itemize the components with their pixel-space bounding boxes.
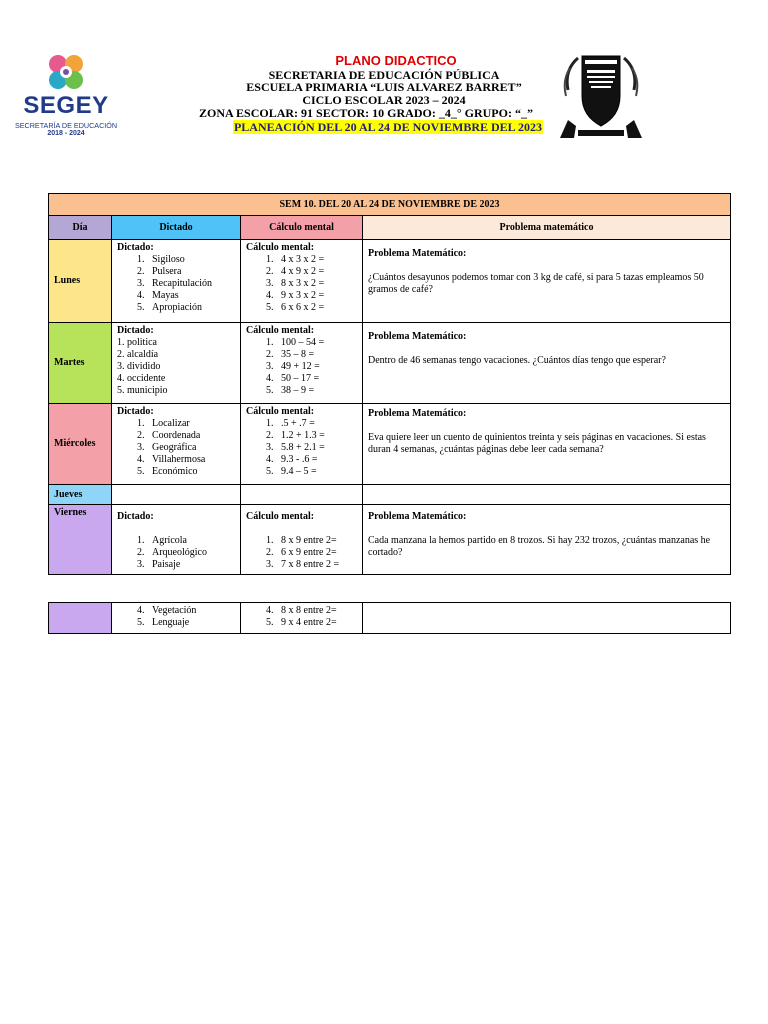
list-item: 4. 9.3 - .6 = [266, 454, 318, 465]
list-item: 2. alcaldía [117, 349, 159, 360]
continuation-table [48, 602, 731, 634]
list-item: 3. Geográfica [137, 442, 197, 453]
list-item: 3. 8 x 3 x 2 = [266, 278, 325, 289]
list-item: 1. Agrícola [137, 535, 187, 546]
list-item: 5. 38 – 9 = [266, 385, 315, 396]
problema-text: Cada manzana la hemos partido en 8 trozos. Si hay 232 trozos, ¿cuántas manzanas he cortado? [368, 535, 711, 558]
list-item: 2. 4 x 9 x 2 = [266, 266, 325, 277]
list-item: 5. 9 x 4 entre 2= [266, 617, 337, 628]
header-line-secretaria: SECRETARIA DE EDUCACIÓN PÚBLICA [268, 68, 500, 82]
day-cell-miercoles: Miércoles [49, 404, 112, 485]
problema-cell-viernes [363, 505, 731, 575]
header-line-escuela: ESCUELA PRIMARIA “LUIS ALVAREZ BARRET” [246, 80, 522, 94]
list-item: 5. 9.4 – 5 = [266, 466, 317, 477]
dictado-cell-jueves [112, 485, 241, 505]
list-item: 1. 8 x 9 entre 2= [266, 535, 337, 546]
list-item: 3. Recapitulación [137, 278, 212, 289]
day-cell-continuation [49, 603, 112, 634]
header-line-planeacion: PLANEACIÓN DEL 20 AL 24 DE NOVIEMBRE DEL 2023 [233, 120, 543, 134]
list-item: 1. Localizar [137, 418, 190, 429]
list-item: 3. 7 x 8 entre 2 = [266, 559, 340, 570]
list-item: 2. Arqueológico [137, 547, 207, 558]
header-dictado: Dictado [112, 216, 241, 240]
dictado-list [117, 254, 235, 314]
dictado-cell-miercoles [112, 404, 241, 485]
list-item: 2. 35 – 8 = [266, 349, 315, 360]
calculo-label: Cálculo mental: [246, 511, 315, 522]
list-item: 4. Mayas [137, 290, 179, 301]
problema-text: Eva quiere leer un cuento de quinientos treinta y seis páginas en vacaciones. Si estas duran 4 semanas, ¿cuántas páginas debe leer cada semana? [368, 432, 706, 455]
list-item: 3. dividido [117, 361, 161, 372]
day-cell-lunes: Lunes [49, 240, 112, 323]
problema-label: Problema Matemático: [368, 408, 467, 419]
list-item: 5. municipio [117, 385, 168, 396]
problema-label: Problema Matemático: [368, 248, 467, 259]
calculo-list [246, 535, 357, 571]
calculo-label: Cálculo mental: [246, 325, 315, 336]
dictado-label: Dictado: [117, 242, 154, 253]
dictado-cell-viernes [112, 505, 241, 575]
day-cell-viernes: Viernes [49, 505, 112, 575]
calculo-label: Cálculo mental: [246, 406, 315, 417]
table-row-lunes [49, 240, 731, 323]
day-cell-martes: Martes [49, 323, 112, 404]
table-row-martes [49, 323, 731, 404]
list-item: 4. 50 – 17 = [266, 373, 320, 384]
problema-label: Problema Matemático: [368, 331, 467, 342]
problema-text: ¿Cuántos desayunos podemos tomar con 3 kg de café, si para 5 tazas empleamos 50 gramos de café? [368, 272, 704, 295]
problema-text: Dentro de 46 semanas tengo vacaciones. ¿Cuántos días tengo que esperar? [368, 355, 666, 366]
list-item: 5. Lenguaje [137, 617, 190, 628]
dictado-cell-continuation [112, 603, 241, 634]
list-item: 1. 4 x 3 x 2 = [266, 254, 325, 265]
calculo-cell-continuation [241, 603, 363, 634]
header-row [49, 216, 731, 240]
header-line-zona: ZONA ESCOLAR: 91 SECTOR: 10 GRADO: _4_° GRUPO: “_” [199, 106, 533, 120]
calculo-list [246, 254, 357, 314]
document-title: PLANO DIDACTICO [335, 53, 457, 68]
school-crest-icon [558, 50, 644, 142]
calculo-cell-viernes [241, 505, 363, 575]
calculo-list [246, 605, 357, 629]
calculo-list [246, 337, 357, 397]
dictado-list [117, 337, 235, 397]
dictado-cell-martes [112, 323, 241, 404]
dictado-label: Dictado: [117, 325, 154, 336]
dictado-cell-lunes [112, 240, 241, 323]
problema-cell-jueves [363, 485, 731, 505]
list-item: 4. occidente [117, 373, 166, 384]
calculo-cell-lunes [241, 240, 363, 323]
calculo-cell-jueves [241, 485, 363, 505]
segey-wordmark: SEGEY [23, 92, 109, 119]
problema-cell-martes [363, 323, 731, 404]
week-title-row [49, 194, 731, 216]
calculo-cell-miercoles [241, 404, 363, 485]
list-item: 3. Paisaje [137, 559, 181, 570]
dictado-list [117, 605, 235, 629]
list-item: 4. Villahermosa [137, 454, 206, 465]
list-item: 4. 9 x 3 x 2 = [266, 290, 325, 301]
day-cell-jueves: Jueves [49, 485, 112, 505]
dictado-label: Dictado: [117, 511, 154, 522]
school-crest-logo [558, 50, 644, 142]
table-row-jueves [49, 485, 731, 505]
segey-years: 2018 - 2024 [47, 130, 85, 137]
list-item: 1. Sigiloso [137, 254, 185, 265]
list-item: 2. Pulsera [137, 266, 182, 277]
list-item: 5. Apropiación [137, 302, 202, 313]
list-item: 2. Coordenada [137, 430, 201, 441]
list-item: 1. politica [117, 337, 157, 348]
list-item: 4. 8 x 8 entre 2= [266, 605, 337, 616]
header-problema: Problema matemático [363, 216, 731, 240]
list-item: 1. 100 – 54 = [266, 337, 325, 348]
list-item: 5. Económico [137, 466, 198, 477]
calculo-cell-martes [241, 323, 363, 404]
table-row-continuation [49, 603, 731, 634]
list-item: 2. 1.2 + 1.3 = [266, 430, 325, 441]
week-title: SEM 10. DEL 20 AL 24 DE NOVIEMBRE DE 2023 [49, 194, 731, 216]
list-item: 2. 6 x 9 entre 2= [266, 547, 337, 558]
dictado-label: Dictado: [117, 406, 154, 417]
list-item: 4. Vegetación [137, 605, 197, 616]
list-item: 5. 6 x 6 x 2 = [266, 302, 325, 313]
list-item: 3. 5.8 + 2.1 = [266, 442, 325, 453]
dictado-list [117, 418, 235, 478]
problema-label: Problema Matemático: [368, 511, 467, 522]
document-header [0, 0, 768, 150]
weekly-plan-table [48, 193, 731, 575]
calculo-label: Cálculo mental: [246, 242, 315, 253]
header-line-ciclo: CICLO ESCOLAR 2023 – 2024 [302, 93, 466, 107]
calculo-list [246, 418, 357, 478]
problema-cell-lunes [363, 240, 731, 323]
problema-cell-continuation [363, 603, 731, 634]
list-item: 1. .5 + .7 = [266, 418, 315, 429]
header-calculo: Cálculo mental [241, 216, 363, 240]
table-row-miercoles [49, 404, 731, 485]
header-dia: Día [49, 216, 112, 240]
list-item: 3. 49 + 12 = [266, 361, 320, 372]
table-row-viernes [49, 505, 731, 575]
segey-subtitle: SECRETARÍA DE EDUCACIÓN [14, 121, 118, 130]
problema-cell-miercoles [363, 404, 731, 485]
dictado-list [117, 535, 235, 571]
